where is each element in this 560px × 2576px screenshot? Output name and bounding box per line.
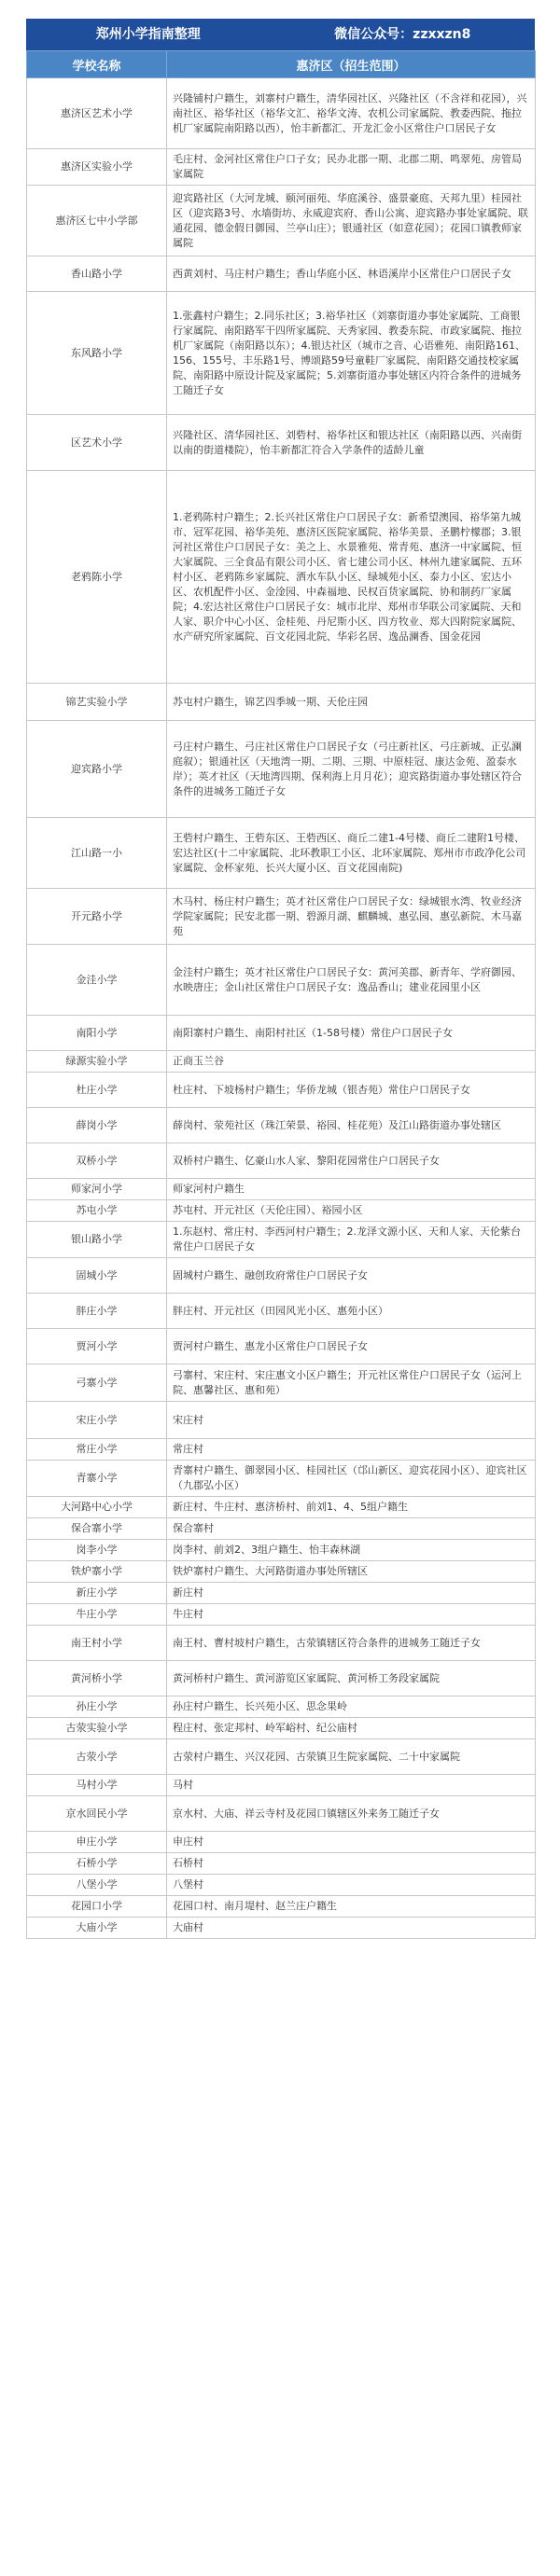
table-row xyxy=(27,1561,536,1583)
school-name-cell: 青寨小学 xyxy=(27,1461,167,1497)
enrollment-range-cell: 杜庄村、下坡杨村户籍生；华侨龙城（银杏苑）常住户口居民子女 xyxy=(167,1073,536,1108)
enrollment-range-cell: 1.张鑫村户籍生；2.同乐社区；3.裕华社区（刘寨街道办事处家属院、工商银行家属院、南阳路军干四所家属院、天秀家园、教委东院、市政家属院、拖拉机厂家属院（南阳路以东）；4.银达社区（城市之音、心语雅苑、南阳路161、156、155号、丰乐路1号、博颂路59号童鞋厂家属院、南阳路交通技校家属院、南阳路中原设计院及家属院；5.刘寨街道办事处辖区内符合条件的进城务工随迁子女 xyxy=(167,292,536,415)
enrollment-range-cell: 金洼村户籍生；英才社区常住户口居民子女：黄河美郡、新青年、学府御园、水映唐庄；金山社区常住户口居民子女：逸品香山；建业花园里小区 xyxy=(167,945,536,1016)
table-row xyxy=(27,1439,536,1461)
school-name-cell: 金洼小学 xyxy=(27,945,167,1016)
school-name-cell: 惠济区七中小学部 xyxy=(27,186,167,256)
table-row xyxy=(27,292,536,415)
school-name-cell: 杜庄小学 xyxy=(27,1073,167,1108)
school-name-cell: 江山路一小 xyxy=(27,818,167,889)
enrollment-range-cell: 京水村、大庙、祥云寺村及花园口镇辖区外来务工随迁子女 xyxy=(167,1796,536,1832)
enrollment-range-cell: 青寨村户籍生、御翠园小区、桂园社区（邙山新区、迎宾花园小区）、迎宾社区（九郡弘小区） xyxy=(167,1461,536,1497)
table-row xyxy=(27,1540,536,1561)
title-bar xyxy=(26,19,535,50)
school-name-cell: 区艺术小学 xyxy=(27,415,167,471)
document xyxy=(26,19,535,1939)
table-row xyxy=(27,186,536,256)
school-name-cell: 宋庄小学 xyxy=(27,1402,167,1439)
enrollment-range-cell: 程庄村、张定邦村、岭军峪村、纪公庙村 xyxy=(167,1718,536,1739)
enrollment-range-cell: 固城村户籍生、融创玫府常住户口居民子女 xyxy=(167,1258,536,1294)
table-row xyxy=(27,1051,536,1073)
school-name-cell: 固城小学 xyxy=(27,1258,167,1294)
enrollment-range-cell: 新庄村 xyxy=(167,1583,536,1604)
enrollment-range-cell: 牛庄村 xyxy=(167,1604,536,1626)
enrollment-range-cell: 王砦村户籍生、王砦东区、王砦西区、商丘二建1-4号楼、商丘二建附1号楼、宏达社区(十二中家属院、北环教职工小区、北环家属院、郑州市市政净化公司家属院、金杯家苑、长兴大厦小区、百文花园南院) xyxy=(167,818,536,889)
table-row xyxy=(27,256,536,292)
school-name-cell: 岗李小学 xyxy=(27,1540,167,1561)
school-name-cell: 黄河桥小学 xyxy=(27,1661,167,1697)
enrollment-range-cell: 马村 xyxy=(167,1775,536,1796)
school-name-cell: 迎宾路小学 xyxy=(27,721,167,818)
table-row xyxy=(27,1108,536,1143)
table-row xyxy=(27,1661,536,1697)
table-row xyxy=(27,1222,536,1258)
school-name-cell: 贾河小学 xyxy=(27,1329,167,1364)
enrollment-range-cell: 苏屯村、开元社区（天伦庄园）、裕园小区 xyxy=(167,1200,536,1222)
school-name-cell: 常庄小学 xyxy=(27,1439,167,1461)
school-name-cell: 古荥小学 xyxy=(27,1739,167,1775)
enrollment-range-cell: 薛岗村、荥苑社区（珠江荣景、裕园、桂花苑）及江山路街道办事处辖区 xyxy=(167,1108,536,1143)
enrollment-range-cell: 黄河桥村户籍生、黄河游览区家属院、黄河桥工务段家属院 xyxy=(167,1661,536,1697)
enrollment-range-cell: 毛庄村、金河社区常住户口子女；民办北郡一期、北郡二期、鸣翠苑、房管局家属院 xyxy=(167,149,536,186)
school-name-cell: 大河路中心小学 xyxy=(27,1497,167,1518)
school-name-cell: 大庙小学 xyxy=(27,1918,167,1939)
enrollment-range-cell: 1.老鸦陈村户籍生；2.长兴社区常住户口居民子女：新希望澳园、裕华第九城市、冠军花园、裕华美苑、惠济区医院家属院、裕华美景、圣鹏柠檬郡；3.银河社区常住户口居民子女：美之上、水景雅苑、常青苑、惠济一中家属院、恒大家属院、三全食品有限公司小区、省七建公司小区、林州九建家属院、五环村小区、老鸦陈乡家属院、洒水车队小区、绿城苑小区、泰力小区、宏达小区、农机配件小区、金淦园、中森福地、民权百货家属院、协和制药厂家属院；4.宏达社区常住户口居民子女：城市北岸、郑州市华联公司家属院、天和人家、职介中心小区、金桂苑、丹尼斯小区、四方牧业、郑大四附院家属院、水产研究所家属院、百文花园北院、华彩名居、逸品澜香、国金花园 xyxy=(167,471,536,684)
school-name-cell: 新庄小学 xyxy=(27,1583,167,1604)
table-row xyxy=(27,1604,536,1626)
header-school-name: 学校名称 xyxy=(27,51,167,78)
table-row xyxy=(27,818,536,889)
table-body xyxy=(27,78,536,1939)
school-name-cell: 南王村小学 xyxy=(27,1626,167,1661)
table-row xyxy=(27,1796,536,1832)
enrollment-range-cell: 铁炉寨村户籍生、大河路街道办事处所辖区 xyxy=(167,1561,536,1583)
school-name-cell: 石桥小学 xyxy=(27,1853,167,1875)
enrollment-range-cell: 岗李村、前刘2、3组户籍生、怡丰森林湖 xyxy=(167,1540,536,1561)
table-row xyxy=(27,471,536,684)
school-name-cell: 南阳小学 xyxy=(27,1016,167,1051)
table-row xyxy=(27,1875,536,1896)
school-name-cell: 古荥实验小学 xyxy=(27,1718,167,1739)
enrollment-range-cell: 八堡村 xyxy=(167,1875,536,1896)
enrollment-range-cell: 胖庄村、开元社区（田园风光小区、惠苑小区） xyxy=(167,1294,536,1329)
table-row xyxy=(27,1073,536,1108)
enrollment-range-cell: 迎宾路社区（大河龙城、颐河丽苑、华庭溪谷、盛景豪庭、天邦九里）桂园社区（迎宾路3号、水墙街坊、永威迎宾府、香山公寓、迎宾路办事处家属院、联通花园、德金假日御园、兰亭山庄）；银通社区（如意花园）；花园口镇教师家属院 xyxy=(167,186,536,256)
table-row xyxy=(27,1697,536,1718)
table-row xyxy=(27,1179,536,1200)
school-name-cell: 锦艺实验小学 xyxy=(27,684,167,721)
enrollment-range-cell: 大庙村 xyxy=(167,1918,536,1939)
school-name-cell: 花园口小学 xyxy=(27,1896,167,1918)
table-row xyxy=(27,1258,536,1294)
enrollment-table xyxy=(26,50,536,1939)
enrollment-range-cell: 南阳寨村户籍生、南阳村社区（1-58号楼）常住户口居民子女 xyxy=(167,1016,536,1051)
table-row xyxy=(27,889,536,945)
school-name-cell: 京水回民小学 xyxy=(27,1796,167,1832)
table-row xyxy=(27,1402,536,1439)
document-title: 郑州小学指南整理 xyxy=(95,27,201,42)
enrollment-range-cell: 石桥村 xyxy=(167,1853,536,1875)
enrollment-range-cell: 正商玉兰谷 xyxy=(167,1051,536,1073)
enrollment-range-cell: 兴隆社区、清华园社区、刘砦村、裕华社区和银达社区（南阳路以西、兴南街以南的街道楼院），怡丰新都汇符合入学条件的适龄儿童 xyxy=(167,415,536,471)
school-name-cell: 薛岗小学 xyxy=(27,1108,167,1143)
table-row xyxy=(27,1364,536,1402)
enrollment-range-cell: 古荥村户籍生、兴汉花园、古荥镇卫生院家属院、二十中家属院 xyxy=(167,1739,536,1775)
table-row xyxy=(27,1518,536,1540)
enrollment-range-cell: 孙庄村户籍生、长兴苑小区、思念果岭 xyxy=(167,1697,536,1718)
school-name-cell: 开元路小学 xyxy=(27,889,167,945)
school-name-cell: 八堡小学 xyxy=(27,1875,167,1896)
school-name-cell: 双桥小学 xyxy=(27,1143,167,1179)
school-name-cell: 老鸦陈小学 xyxy=(27,471,167,684)
school-name-cell: 弓寨小学 xyxy=(27,1364,167,1402)
table-row xyxy=(27,1896,536,1918)
enrollment-range-cell: 双桥村户籍生、亿豪山水人家、黎阳花园常住户口居民子女 xyxy=(167,1143,536,1179)
table-row xyxy=(27,1143,536,1179)
enrollment-range-cell: 兴隆铺村户籍生，刘寨村户籍生，清华园社区、兴隆社区（不含祥和花园），兴南社区、裕华社区（裕华文汇、裕华文涛、农机公司家属院、教委西院、拖拉机厂家属院南阳路以西），怡丰新都汇、开龙汇金小区常住户口居民子女 xyxy=(167,78,536,149)
enrollment-range-cell: 师家河村户籍生 xyxy=(167,1179,536,1200)
school-name-cell: 申庄小学 xyxy=(27,1832,167,1853)
table-row xyxy=(27,1583,536,1604)
school-name-cell: 保合寨小学 xyxy=(27,1518,167,1540)
table-row xyxy=(27,1497,536,1518)
table-row xyxy=(27,1294,536,1329)
enrollment-range-cell: 贾河村户籍生、惠龙小区常住户口居民子女 xyxy=(167,1329,536,1364)
enrollment-range-cell: 1.东赵村、常庄村、李西河村户籍生；2.龙泽文源小区、天和人家、天伦紫台常住户口居民子女 xyxy=(167,1222,536,1258)
school-name-cell: 牛庄小学 xyxy=(27,1604,167,1626)
school-name-cell: 师家河小学 xyxy=(27,1179,167,1200)
enrollment-range-cell: 木马村、杨庄村户籍生；英才社区常住户口居民子女：绿城银水湾、牧业经济学院家属院；民安北郡一期、碧源月湖、麒麟城、惠弘园、惠弘新院、木马嘉苑 xyxy=(167,889,536,945)
table-row xyxy=(27,1853,536,1875)
table-row xyxy=(27,721,536,818)
enrollment-range-cell: 花园口村、南月堤村、赵兰庄户籍生 xyxy=(167,1896,536,1918)
table-row xyxy=(27,1775,536,1796)
table-row xyxy=(27,1739,536,1775)
wechat-account: 微信公众号：zzxxzn8 xyxy=(334,27,471,42)
table-row xyxy=(27,149,536,186)
enrollment-range-cell: 弓庄村户籍生、弓庄社区常住户口居民子女（弓庄新社区、弓庄新城、正弘澜庭叙）；银通社区（天地湾一期、二期、三期、中原桂冠、康达金苑、盈泰水岸）；英才社区（天地湾四期、保利海上月月花）；迎宾路街道办事处辖区符合条件的进城务工随迁子女 xyxy=(167,721,536,818)
table-row xyxy=(27,1626,536,1661)
school-name-cell: 胖庄小学 xyxy=(27,1294,167,1329)
enrollment-range-cell: 西黄刘村、马庄村户籍生；香山华庭小区、林语溪岸小区常住户口居民子女 xyxy=(167,256,536,292)
table-header-row xyxy=(27,51,536,78)
enrollment-range-cell: 南王村、曹村坡村户籍生，古荥镇辖区符合条件的进城务工随迁子女 xyxy=(167,1626,536,1661)
table-row xyxy=(27,684,536,721)
table-row xyxy=(27,945,536,1016)
enrollment-range-cell: 常庄村 xyxy=(167,1439,536,1461)
enrollment-range-cell: 保合寨村 xyxy=(167,1518,536,1540)
enrollment-range-cell: 弓寨村、宋庄村、宋庄惠文小区户籍生；开元社区常住户口居民子女（运河上院、惠馨社区、惠和苑） xyxy=(167,1364,536,1402)
table-row xyxy=(27,415,536,471)
table-row xyxy=(27,1200,536,1222)
school-name-cell: 绿源实验小学 xyxy=(27,1051,167,1073)
school-name-cell: 银山路小学 xyxy=(27,1222,167,1258)
school-name-cell: 铁炉寨小学 xyxy=(27,1561,167,1583)
school-name-cell: 苏屯小学 xyxy=(27,1200,167,1222)
enrollment-range-cell: 申庄村 xyxy=(167,1832,536,1853)
table-row xyxy=(27,78,536,149)
school-name-cell: 惠济区艺术小学 xyxy=(27,78,167,149)
table-row xyxy=(27,1718,536,1739)
enrollment-range-cell: 宋庄村 xyxy=(167,1402,536,1439)
table-row xyxy=(27,1918,536,1939)
school-name-cell: 东风路小学 xyxy=(27,292,167,415)
school-name-cell: 香山路小学 xyxy=(27,256,167,292)
enrollment-range-cell: 新庄村、牛庄村、惠济桥村、前刘1、4、5组户籍生 xyxy=(167,1497,536,1518)
table-row xyxy=(27,1461,536,1497)
header-enrollment-range: 惠济区（招生范围） xyxy=(167,51,536,78)
table-row xyxy=(27,1329,536,1364)
enrollment-range-cell: 苏屯村户籍生，锦艺四季城一期、天伦庄园 xyxy=(167,684,536,721)
table-row xyxy=(27,1016,536,1051)
school-name-cell: 惠济区实验小学 xyxy=(27,149,167,186)
table-row xyxy=(27,1832,536,1853)
school-name-cell: 孙庄小学 xyxy=(27,1697,167,1718)
school-name-cell: 马村小学 xyxy=(27,1775,167,1796)
